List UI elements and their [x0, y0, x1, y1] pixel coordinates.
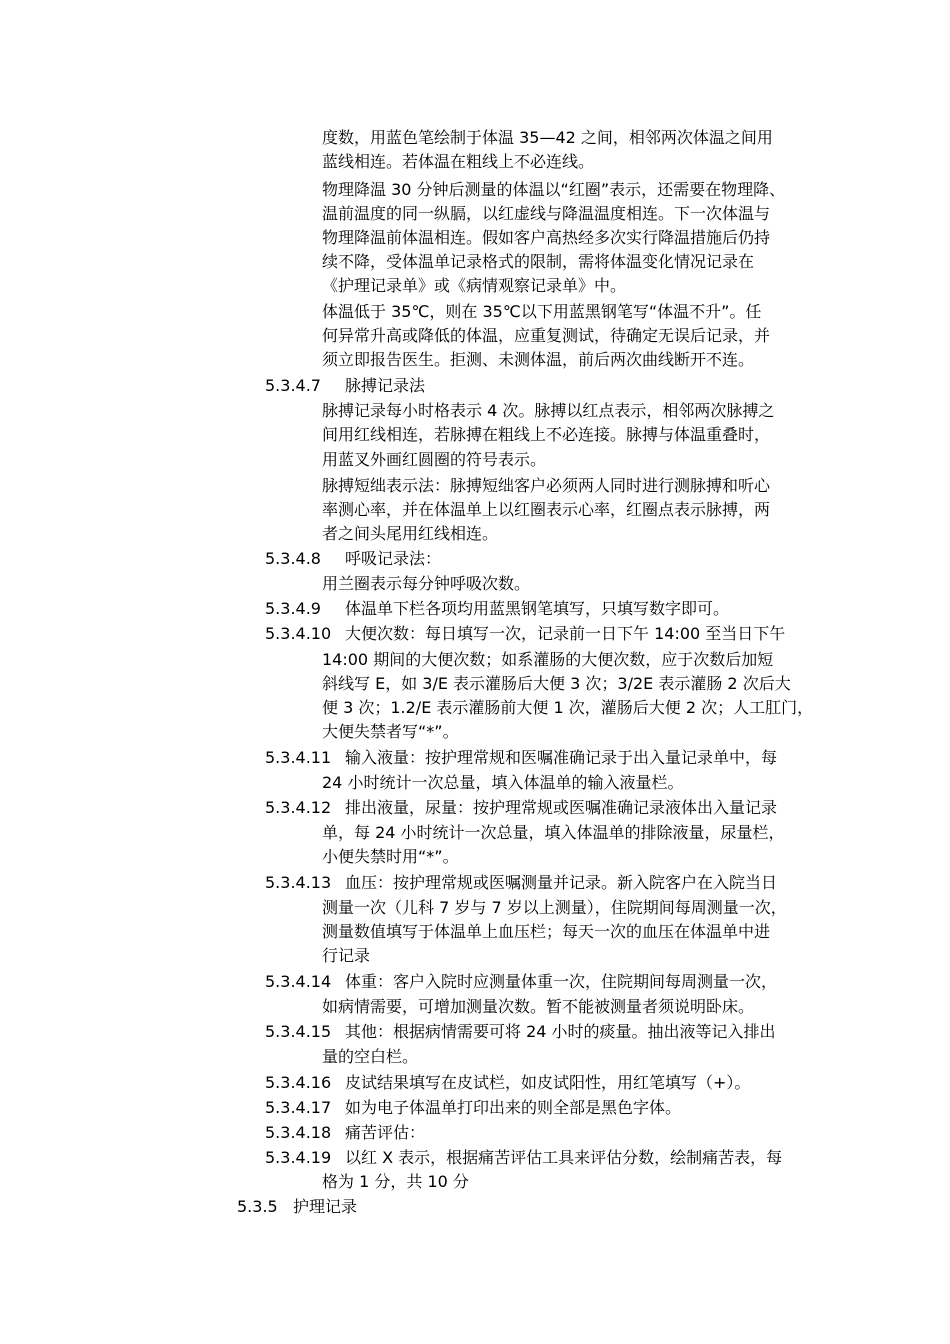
body-text-line: 体温低于 35℃，则在 35℃以下用蓝黑钢笔写“体温不升”。任: [322, 302, 762, 321]
section-text: 大便失禁者写“*”。: [322, 722, 459, 741]
section-text: 血压：按护理常规或医嘱测量并记录。新入院客户在入院当日: [345, 873, 778, 892]
body-text-line: 度数，用蓝色笔绘制于体温 35—42 之间，相邻两次体温之间用: [322, 128, 773, 147]
section-number: 5.3.4.14: [265, 972, 332, 991]
body-text-line: 用兰圈表示每分钟呼吸次数。: [322, 574, 531, 593]
section-heading: 呼吸记录法：: [345, 549, 442, 568]
body-text-line: 间用红线相连，若脉搏在粗线上不必连接。脉搏与体温重叠时，: [322, 425, 771, 444]
body-text-line: 物理降温 30 分钟后测量的体温以“红圈”表示，还需要在物理降、: [322, 180, 786, 199]
body-text-line: 率测心率，并在体温单上以红圈表示心率，红圈点表示脉搏，两: [322, 500, 771, 519]
section-text: 14:00 期间的大便次数；如系灌肠的大便次数，应于次数后加短: [322, 650, 774, 669]
section-text: 输入液量：按护理常规和医嘱准确记录于出入量记录单中，每: [345, 748, 778, 767]
section-text: 小便失禁时用“*”。: [322, 847, 459, 866]
section-text: 如为电子体温单打印出来的则全部是黑色字体。: [345, 1098, 682, 1117]
body-text-line: 续不降，受体温单记录格式的限制，需将体温变化情况记录在: [322, 252, 755, 271]
body-text-line: 何异常升高或降低的体温，应重复测试，待确定无误后记录，并: [322, 326, 771, 345]
body-text-line: 《护理记录单》或《病情观察记录单》中。: [322, 276, 627, 295]
section-number: 5.3.4.10: [265, 624, 332, 643]
section-text: 大便次数：每日填写一次，记录前一日下午 14:00 至当日下午: [345, 624, 786, 643]
section-text: 皮试结果填写在皮试栏，如皮试阳性，用红笔填写（+）。: [345, 1073, 751, 1092]
body-text-line: 用蓝叉外画红圆圈的符号表示。: [322, 450, 547, 469]
section-number: 5.3.4.15: [265, 1022, 332, 1041]
section-text: 格为 1 分，共 10 分: [322, 1172, 469, 1191]
section-text: 便 3 次；1.2/E 表示灌肠前大便 1 次，灌肠后大便 2 次；人工肛门，: [322, 698, 814, 717]
body-text-line: 脉搏短绌表示法：脉搏短绌客户必须两人同时进行测脉搏和听心: [322, 476, 771, 495]
section-text: 量的空白栏。: [322, 1047, 419, 1066]
body-text-line: 温前温度的同一纵膈，以红虚线与降温温度相连。下一次体温与: [322, 204, 771, 223]
section-text: 单，每 24 小时统计一次总量，填入体温单的排除液量，尿量栏，: [322, 823, 785, 842]
section-text: 体重：客户入院时应测量体重一次，住院期间每周测量一次，: [345, 972, 778, 991]
body-text-line: 脉搏记录每小时格表示 4 次。脉搏以红点表示，相邻两次脉搏之: [322, 401, 775, 420]
section-text: 测量数值填写于体温单上血压栏；每天一次的血压在体温单中进: [322, 922, 771, 941]
section-number: 5.3.4.8: [265, 549, 321, 568]
body-text-line: 物理降温前体温相连。假如客户高热经多次实行降温措施后仍持: [322, 228, 771, 247]
section-text: 痛苦评估：: [345, 1123, 426, 1142]
section-text: 以红 X 表示，根据痛苦评估工具来评估分数，绘制痛苦表，每: [345, 1148, 783, 1167]
body-text-line: 者之间头尾用红线相连。: [322, 524, 499, 543]
section-heading: 护理记录: [293, 1197, 358, 1216]
section-text: 体温单下栏各项均用蓝黑钢笔填写，只填写数字即可。: [345, 599, 730, 618]
section-text: 排出液量，尿量：按护理常规或医嘱准确记录液体出入量记录: [345, 798, 778, 817]
body-text-line: 蓝线相连。若体温在粗线上不必连线。: [322, 152, 595, 171]
section-text: 行记录: [322, 946, 371, 965]
section-number: 5.3.4.16: [265, 1073, 332, 1092]
section-number: 5.3.4.17: [265, 1098, 332, 1117]
section-number: 5.3.4.13: [265, 873, 332, 892]
section-number: 5.3.4.9: [265, 599, 321, 618]
section-text: 测量一次（儿科 7 岁与 7 岁以上测量），住院期间每周测量一次，: [322, 898, 787, 917]
section-heading: 脉搏记录法: [345, 376, 426, 395]
section-text: 24 小时统计一次总量，填入体温单的输入液量栏。: [322, 773, 684, 792]
section-text: 如病情需要，可增加测量次数。暂不能被测量者须说明卧床。: [322, 997, 755, 1016]
section-number: 5.3.4.18: [265, 1123, 332, 1142]
section-text: 其他：根据病情需要可将 24 小时的痰量。抽出液等记入排出: [345, 1022, 776, 1041]
section-number: 5.3.4.12: [265, 798, 332, 817]
section-number: 5.3.4.7: [265, 376, 321, 395]
section-number: 5.3.5: [237, 1197, 278, 1216]
section-text: 斜线写 E，如 3/E 表示灌肠后大便 3 次；3/2E 表示灌肠 2 次后大: [322, 674, 791, 693]
section-number: 5.3.4.19: [265, 1148, 332, 1167]
body-text-line: 须立即报告医生。拒测、未测体温，前后两次曲线断开不连。: [322, 350, 755, 369]
section-number: 5.3.4.11: [265, 748, 332, 767]
